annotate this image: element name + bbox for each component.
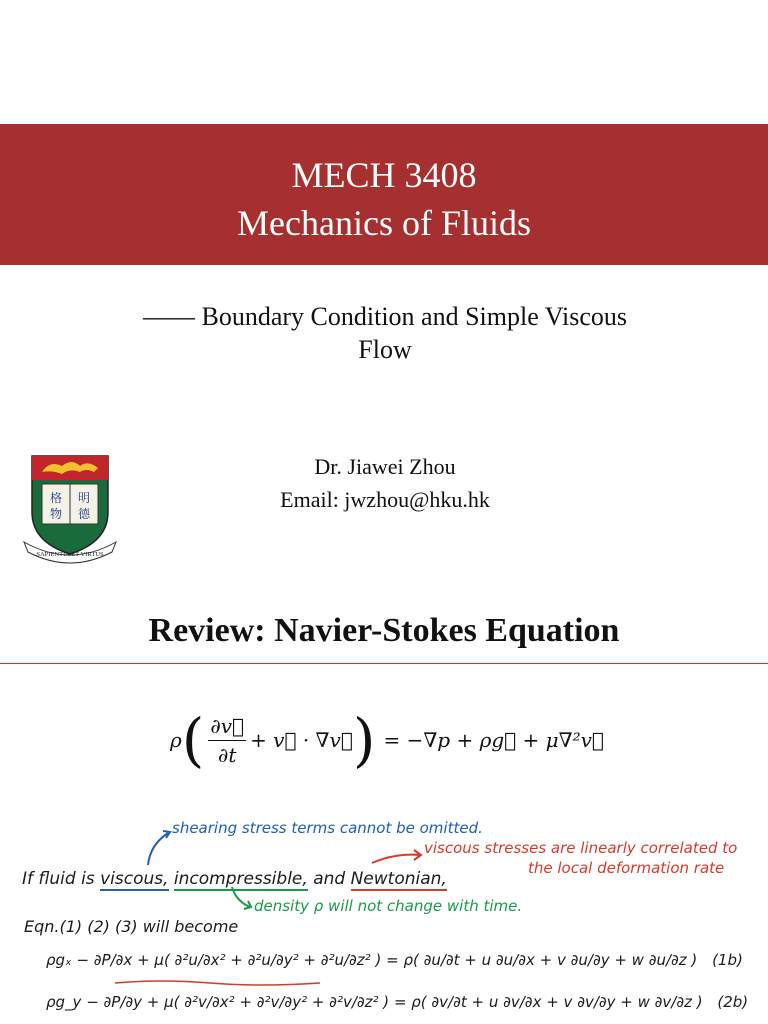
note-viscous: viscous, [100, 869, 169, 889]
note-newtonian: Newtonian, [350, 869, 447, 889]
course-code: MECH 3408 [291, 155, 477, 195]
crest-char-2: 明 [77, 491, 91, 505]
handwritten-notes [0, 805, 768, 1024]
equation-1b [46, 951, 743, 969]
eq-rho: ρ [170, 728, 182, 752]
subtitle-line-2: Flow [358, 335, 412, 364]
author-block [240, 450, 530, 516]
eq1b-label: (1b) [712, 951, 743, 969]
university-crest-icon [20, 450, 120, 565]
eq-time-derivative [208, 714, 246, 767]
eq-numerator: ∂v⃗ [208, 714, 246, 741]
eq2b-left: ρg_y − ∂P/∂y + μ( ∂²v/∂x² + ∂²v/∂y² + ∂²v/∂z² ) [46, 993, 390, 1011]
equation-2b [46, 993, 748, 1011]
note-viscous-stress-2: the local deformation rate [528, 859, 725, 877]
title-banner [0, 124, 768, 265]
eq-convective-term: + v⃗ · ∇v⃗ [250, 728, 353, 752]
eq-denominator: ∂t [218, 742, 237, 767]
note-and: and [313, 869, 346, 889]
eq2b-right: = ρ( ∂v/∂t + u ∂v/∂x + v ∂v/∂y + w ∂v/∂z ) [393, 993, 703, 1011]
eq-close-paren: ) [352, 706, 376, 774]
crest-motto: SAPIENTIA ET VIRTUS [36, 551, 104, 558]
crest-char-1: 格 [49, 491, 63, 505]
note-shearing-stress: shearing stress terms cannot be omitted. [172, 819, 483, 837]
note-intro-line [22, 869, 447, 889]
note-incompressible: incompressible, [173, 869, 308, 889]
eq1b-right: = ρ( ∂u/∂t + u ∂u/∂x + v ∂u/∂y + w ∂u/∂z ) [386, 951, 698, 969]
navier-stokes-equation [170, 705, 610, 775]
crest-char-4: 德 [77, 507, 91, 521]
eq1b-left: ρgₓ − ∂P/∂x + μ( ∂²u/∂x² + ∂²u/∂y² + ∂²u/∂z² ) [46, 951, 382, 969]
instructor-email: Email: jwzhou@hku.hk [280, 487, 490, 512]
eq2b-label: (2b) [717, 993, 749, 1011]
subtitle-line-1: —— Boundary Condition and Simple Viscous [142, 302, 627, 331]
note-density: density ρ will not change with time. [254, 897, 523, 915]
course-name: Mechanics of Fluids [237, 203, 531, 243]
eq-open-paren: ( [181, 706, 205, 774]
note-if-fluid: If fluid is [22, 869, 95, 889]
eq-rhs: = −∇p + ρg⃗ + μ∇²v⃗ [383, 728, 604, 752]
note-viscous-stress-1: viscous stresses are linearly correlated to [424, 839, 738, 857]
title-divider [0, 663, 768, 664]
slide-title: Review: Navier-Stokes Equation [148, 612, 620, 649]
lecture-subtitle [100, 300, 670, 366]
crest-char-3: 物 [49, 507, 63, 521]
instructor-name: Dr. Jiawei Zhou [314, 454, 456, 479]
note-eqn-become: Eqn.(1) (2) (3) will become [24, 917, 239, 936]
